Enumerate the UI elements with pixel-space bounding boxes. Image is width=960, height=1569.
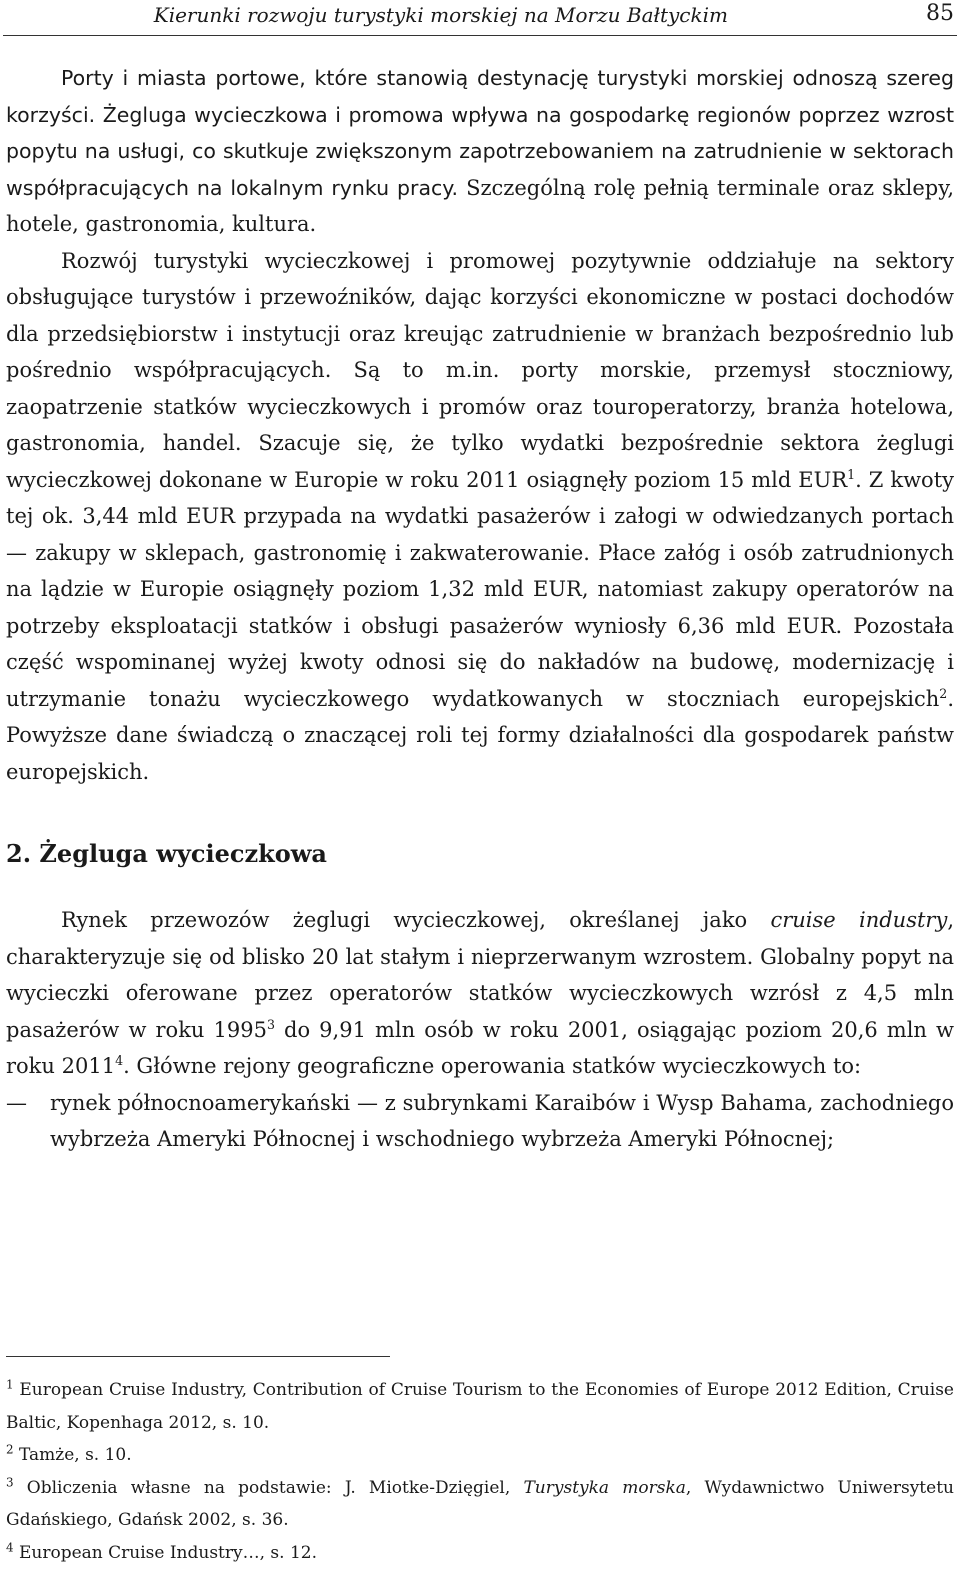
- footnote-number: 2: [6, 1442, 14, 1457]
- footnote-text: European Cruise Industry…, s. 12.: [18, 1542, 317, 1563]
- paragraph-ports-sans: Porty i miasta portowe, które stanowią destynację turystyki morskiej odnoszą szereg korzyści. Żegluga wycieczkowa i promowa wpływa na gospodarkę regionów poprzez wzrost popytu na usługi, co skutkuje zwiększonym zapotrzebowaniem na zatrudnienie w sektorach współpracujących na lokalnym rynku pracy.: [6, 66, 954, 200]
- paragraph-development-text-a: Rozwój turystyki wycieczkowej i promowej pozytywnie oddziałuje na sektory obsługujące turystów i przewoźników, dając korzyści ekonomiczne w postaci dochodów dla przedsiębiorstw i instytucji oraz kreując zatrudnienie w branżach bezpośrednio lub pośrednio współpracujących. Są to m.in. porty morskie, przemysł stoczniowy, zaopatrzenie statków wycieczkowych i promów oraz touroperatorzy, branża hotelowa, gastronomia, handel. Szacuje się, że tylko wydatki bezpośrednie sektora żeglugi wycieczkowej dokonane w Europie w roku 2011 osiągnęły poziom 15 mld EUR: [6, 248, 954, 492]
- footnote-4: [6, 1537, 954, 1569]
- list-dash: —: [6, 1090, 27, 1115]
- footnote-text: Tamże, s. 10.: [18, 1445, 132, 1465]
- footnote-1: [6, 1374, 954, 1439]
- cruise-industry-term: cruise industry: [770, 908, 948, 932]
- footnote-number: 4: [6, 1539, 14, 1554]
- paragraph-cruise-market: [6, 902, 954, 1085]
- paragraph-development: [6, 243, 954, 791]
- footnote-text: European Cruise Industry, Contribution of Cruise Tourism to the Economies of Europe 2012 Edition, Cruise Baltic, Kopenhaga 2012, s. 10.: [6, 1380, 954, 1433]
- footnote-book-title: Turystyka morska: [523, 1477, 686, 1498]
- footnote-number: 1: [6, 1377, 14, 1392]
- footnote-rule: [6, 1356, 390, 1357]
- paragraph-cruise-text-c: do 9,91 mln osób w roku 2001, osiągając poziom 20,6 mln w roku 2011: [6, 1017, 954, 1078]
- footnote-text-before: Obliczenia własne na podstawie: J. Miotke-Dzięgiel,: [26, 1477, 524, 1498]
- footnote-3: [6, 1472, 954, 1537]
- paragraph-ports-serif: Szczególną rolę pełnią terminale oraz sklepy, hotele, gastronomia, kultura.: [6, 175, 954, 236]
- paragraph-development-text-c: . Powyższe dane świadczą o znaczącej roli tej formy działalności dla gospodarek państw europejskich.: [6, 686, 954, 784]
- main-text: [6, 60, 954, 1158]
- paragraph-cruise-text-b: , charakteryzuje się od blisko 20 lat stałym i nieprzerwanym wzrostem. Globalny popyt na wycieczki oferowane przez operatorów statków wycieczkowych wzrósł z 4,5 mln pasażerów w roku 1995: [6, 908, 955, 1042]
- page-header: [0, 0, 960, 36]
- footnote-2: [6, 1439, 954, 1472]
- paragraph-ports: [6, 60, 954, 243]
- list-item-text: rynek północnoamerykański — z subrynkami Karaibów i Wysp Bahama, zachodniego wybrzeża Ameryki Północnej i wschodniego wybrzeża Ameryki Północnej;: [50, 1090, 954, 1151]
- running-title: Kierunki rozwoju turystyki morskiej na Morzu Bałtyckim: [153, 3, 728, 27]
- footnotes: [6, 1374, 954, 1569]
- page-number: 85: [926, 1, 954, 26]
- paragraph-cruise-text-d: . Główne rejony geograficzne operowania statków wycieczkowych to:: [123, 1054, 862, 1078]
- paragraph-cruise-text-a: Rynek przewozów żeglugi wycieczkowej, określanej jako: [61, 908, 771, 932]
- paragraph-development-text-b: . Z kwoty tej ok. 3,44 mld EUR przypada na wydatki pasażerów i załogi w odwiedzanych portach — zakupy w sklepach, gastronomię i zakwaterowanie. Płace załóg i osób zatrudnionych na lądzie w Europie osiągnęły poziom 1,32 mld EUR, natomiast zakupy operatorów na potrzeby eksploatacji statków i obsługi pasażerów wyniosły 6,36 mld EUR. Pozostała część wspominanej wyżej kwoty odnosi się do nakładów na budowę, modernizację i utrzymanie tonażu wycieczkowego wydatkowanych w stoczniach europejskich: [6, 467, 954, 711]
- footnote-ref-3[interactable]: 3: [266, 1016, 275, 1032]
- footnote-number: 3: [6, 1474, 14, 1489]
- footnote-ref-2[interactable]: 2: [939, 685, 948, 701]
- section-heading: 2. Żegluga wycieczkowa: [6, 839, 327, 868]
- footnote-ref-1[interactable]: 1: [847, 466, 856, 482]
- list-item: [6, 1085, 954, 1158]
- header-rule: [3, 35, 957, 36]
- footnote-ref-4[interactable]: 4: [115, 1053, 124, 1068]
- footnote-text-after: , Wydawnictwo Uniwersytetu Gdańskiego, Gdańsk 2002, s. 36.: [6, 1477, 954, 1530]
